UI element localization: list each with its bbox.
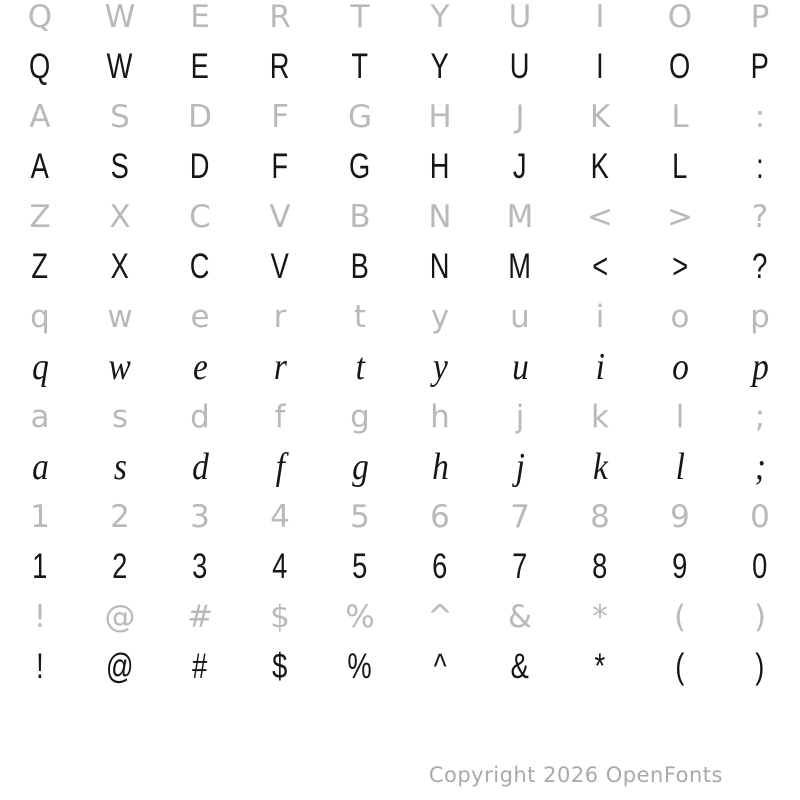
glyph-cell bbox=[720, 42, 800, 92]
glyph-cell bbox=[160, 0, 240, 42]
glyph-cell bbox=[320, 392, 400, 442]
glyph-cell bbox=[160, 542, 240, 592]
char-row-reference bbox=[0, 392, 800, 442]
glyph-cell bbox=[720, 92, 800, 142]
glyph-cell bbox=[480, 592, 560, 642]
glyph-cell bbox=[240, 242, 320, 292]
glyph: 2 bbox=[112, 547, 128, 586]
glyph-cell bbox=[160, 192, 240, 242]
glyph-cell bbox=[320, 442, 400, 492]
glyph: d bbox=[191, 446, 209, 488]
glyph-cell bbox=[640, 142, 720, 192]
glyph: T bbox=[351, 47, 369, 86]
glyph-cell bbox=[720, 542, 800, 592]
char-row-specimen bbox=[0, 42, 800, 92]
glyph-cell bbox=[240, 542, 320, 592]
glyph: < bbox=[587, 199, 613, 235]
char-row-reference bbox=[0, 492, 800, 542]
glyph: i bbox=[595, 299, 605, 335]
glyph-cell bbox=[0, 442, 80, 492]
glyph-cell bbox=[240, 42, 320, 92]
glyph: 6 bbox=[430, 499, 450, 535]
glyph: 8 bbox=[590, 499, 610, 535]
glyph: ) bbox=[753, 599, 767, 635]
glyph-cell bbox=[560, 292, 640, 342]
glyph: r bbox=[273, 299, 287, 335]
glyph: e bbox=[190, 299, 210, 335]
glyph-cell bbox=[80, 192, 160, 242]
glyph: F bbox=[271, 147, 289, 186]
glyph-cell bbox=[320, 492, 400, 542]
glyph: R bbox=[270, 47, 290, 86]
glyph-cell bbox=[480, 392, 560, 442]
glyph: 9 bbox=[670, 499, 690, 535]
glyph-cell bbox=[240, 492, 320, 542]
glyph: u bbox=[511, 346, 529, 388]
glyph: G bbox=[349, 147, 371, 186]
glyph: i bbox=[595, 346, 605, 388]
glyph-cell bbox=[640, 342, 720, 392]
glyph: @ bbox=[106, 647, 134, 686]
glyph-cell bbox=[400, 0, 480, 42]
glyph: Y bbox=[430, 0, 450, 35]
glyph: s bbox=[111, 399, 129, 435]
glyph: h bbox=[431, 446, 449, 488]
glyph-cell bbox=[640, 592, 720, 642]
glyph: 1 bbox=[32, 547, 48, 586]
glyph: l bbox=[675, 399, 685, 435]
glyph: W bbox=[107, 47, 133, 86]
glyph-cell bbox=[320, 192, 400, 242]
glyph: B bbox=[350, 247, 370, 286]
glyph: 4 bbox=[272, 547, 288, 586]
glyph-cell bbox=[80, 492, 160, 542]
glyph: X bbox=[109, 199, 131, 235]
glyph: ) bbox=[755, 647, 765, 686]
glyph-cell bbox=[0, 292, 80, 342]
glyph-cell bbox=[640, 42, 720, 92]
glyph-cell bbox=[400, 342, 480, 392]
glyph: E bbox=[190, 47, 210, 86]
glyph: E bbox=[190, 0, 210, 35]
glyph-cell bbox=[400, 442, 480, 492]
glyph: q bbox=[31, 346, 49, 388]
glyph: j bbox=[515, 399, 525, 435]
glyph-cell bbox=[720, 192, 800, 242]
glyph-cell bbox=[720, 342, 800, 392]
glyph: % bbox=[345, 599, 375, 635]
char-row-reference bbox=[0, 92, 800, 142]
glyph: U bbox=[510, 47, 530, 86]
glyph: f bbox=[274, 399, 286, 435]
char-row-reference bbox=[0, 592, 800, 642]
glyph: Q bbox=[27, 0, 53, 35]
char-row-reference bbox=[0, 0, 800, 42]
glyph: 5 bbox=[352, 547, 368, 586]
glyph: q bbox=[30, 299, 50, 335]
glyph-cell bbox=[560, 42, 640, 92]
glyph-cell bbox=[0, 42, 80, 92]
glyph: ; bbox=[754, 446, 766, 488]
glyph-cell bbox=[400, 192, 480, 242]
glyph: $ bbox=[272, 647, 288, 686]
glyph-cell bbox=[0, 492, 80, 542]
glyph: S bbox=[110, 99, 130, 135]
glyph-cell bbox=[0, 642, 80, 692]
glyph-cell bbox=[720, 492, 800, 542]
glyph: ( bbox=[673, 599, 687, 635]
glyph: S bbox=[110, 147, 130, 186]
glyph-cell bbox=[0, 92, 80, 142]
glyph-cell bbox=[80, 392, 160, 442]
copyright-notice: Copyright 2026 OpenFonts bbox=[428, 763, 723, 787]
glyph: * bbox=[592, 599, 608, 635]
glyph: L bbox=[671, 99, 689, 135]
glyph: a bbox=[31, 446, 49, 488]
glyph: h bbox=[430, 399, 450, 435]
glyph-cell bbox=[720, 142, 800, 192]
glyph-cell bbox=[400, 142, 480, 192]
glyph: L bbox=[672, 147, 688, 186]
glyph-cell bbox=[560, 0, 640, 42]
glyph-cell bbox=[400, 292, 480, 342]
glyph-cell bbox=[400, 642, 480, 692]
glyph: w bbox=[108, 346, 132, 388]
glyph-cell bbox=[560, 242, 640, 292]
glyph-cell bbox=[640, 492, 720, 542]
glyph-cell bbox=[480, 292, 560, 342]
glyph: ^ bbox=[427, 599, 453, 635]
glyph-cell bbox=[160, 42, 240, 92]
glyph: V bbox=[269, 199, 291, 235]
glyph-cell bbox=[320, 542, 400, 592]
glyph: 4 bbox=[270, 499, 290, 535]
glyph-cell bbox=[480, 492, 560, 542]
glyph-cell bbox=[0, 542, 80, 592]
glyph: 3 bbox=[190, 499, 210, 535]
glyph-cell bbox=[480, 0, 560, 42]
glyph-cell bbox=[560, 592, 640, 642]
glyph: H bbox=[430, 147, 450, 186]
glyph-cell bbox=[400, 92, 480, 142]
glyph-cell bbox=[640, 192, 720, 242]
glyph-cell bbox=[560, 492, 640, 542]
glyph: M bbox=[508, 247, 532, 286]
glyph-cell bbox=[720, 242, 800, 292]
glyph-cell bbox=[240, 642, 320, 692]
glyph-cell bbox=[480, 192, 560, 242]
glyph-cell bbox=[560, 442, 640, 492]
glyph-cell bbox=[560, 542, 640, 592]
glyph-cell bbox=[240, 592, 320, 642]
glyph-cell bbox=[320, 42, 400, 92]
glyph: g bbox=[351, 446, 369, 488]
glyph: P bbox=[750, 0, 770, 35]
glyph-cell bbox=[400, 42, 480, 92]
glyph-cell bbox=[480, 542, 560, 592]
glyph-cell bbox=[0, 392, 80, 442]
glyph: Z bbox=[31, 247, 49, 286]
glyph: ! bbox=[33, 599, 47, 635]
glyph-cell bbox=[640, 392, 720, 442]
glyph: w bbox=[107, 299, 133, 335]
char-row-specimen bbox=[0, 442, 800, 492]
glyph-cell bbox=[160, 92, 240, 142]
glyph: > bbox=[672, 247, 688, 286]
glyph: C bbox=[189, 199, 211, 235]
glyph-cell bbox=[80, 292, 160, 342]
glyph: 2 bbox=[110, 499, 130, 535]
glyph: s bbox=[113, 446, 127, 488]
glyph: y bbox=[430, 299, 450, 335]
glyph-cell bbox=[320, 642, 400, 692]
glyph-cell bbox=[720, 442, 800, 492]
glyph-cell bbox=[560, 92, 640, 142]
glyph: p bbox=[751, 346, 769, 388]
char-row-specimen bbox=[0, 142, 800, 192]
glyph-cell bbox=[480, 442, 560, 492]
glyph: ^ bbox=[433, 647, 447, 686]
glyph: J bbox=[513, 147, 527, 186]
glyph-cell bbox=[400, 392, 480, 442]
glyph-cell bbox=[640, 292, 720, 342]
glyph: A bbox=[30, 147, 50, 186]
glyph-cell bbox=[0, 592, 80, 642]
glyph-cell bbox=[160, 142, 240, 192]
glyph-cell bbox=[80, 342, 160, 392]
char-row-specimen bbox=[0, 642, 800, 692]
glyph-cell bbox=[320, 92, 400, 142]
glyph: J bbox=[515, 99, 525, 135]
glyph-cell bbox=[400, 242, 480, 292]
glyph: D bbox=[188, 99, 212, 135]
char-row-reference bbox=[0, 192, 800, 242]
glyph-cell bbox=[560, 342, 640, 392]
glyph-cell bbox=[640, 642, 720, 692]
glyph: Q bbox=[29, 47, 51, 86]
glyph: $ bbox=[270, 599, 290, 635]
glyph: o bbox=[670, 299, 690, 335]
glyph: * bbox=[594, 647, 606, 686]
glyph-cell bbox=[480, 42, 560, 92]
glyph: o bbox=[671, 346, 689, 388]
glyph-cell bbox=[0, 342, 80, 392]
glyph-cell bbox=[480, 142, 560, 192]
glyph: : bbox=[754, 99, 766, 135]
glyph: u bbox=[510, 299, 530, 335]
glyph-cell bbox=[560, 142, 640, 192]
glyph-cell bbox=[480, 92, 560, 142]
glyph: N bbox=[428, 199, 452, 235]
glyph: f bbox=[275, 446, 285, 488]
glyph-cell bbox=[80, 642, 160, 692]
char-row-specimen bbox=[0, 542, 800, 592]
glyph: 7 bbox=[512, 547, 528, 586]
glyph-cell bbox=[560, 642, 640, 692]
glyph: a bbox=[30, 399, 50, 435]
glyph: & bbox=[510, 647, 530, 686]
glyph: p bbox=[750, 299, 770, 335]
glyph-cell bbox=[160, 392, 240, 442]
glyph-cell bbox=[720, 392, 800, 442]
glyph: # bbox=[192, 647, 208, 686]
glyph-cell bbox=[320, 142, 400, 192]
glyph-cell bbox=[720, 292, 800, 342]
glyph-cell bbox=[640, 442, 720, 492]
glyph-cell bbox=[640, 0, 720, 42]
glyph-cell bbox=[640, 542, 720, 592]
glyph: B bbox=[349, 199, 371, 235]
glyph: F bbox=[271, 99, 289, 135]
glyph-cell bbox=[80, 242, 160, 292]
glyph-cell bbox=[640, 242, 720, 292]
glyph: 1 bbox=[30, 499, 50, 535]
glyph-cell bbox=[480, 642, 560, 692]
char-row-specimen bbox=[0, 242, 800, 292]
glyph: Z bbox=[29, 199, 51, 235]
glyph: O bbox=[669, 47, 691, 86]
glyph: ? bbox=[751, 199, 769, 235]
glyph-cell bbox=[0, 142, 80, 192]
glyph: k bbox=[592, 446, 608, 488]
glyph: K bbox=[590, 147, 610, 186]
glyph: C bbox=[190, 247, 210, 286]
glyph-cell bbox=[400, 542, 480, 592]
glyph: l bbox=[675, 446, 685, 488]
glyph-cell bbox=[160, 292, 240, 342]
glyph-cell bbox=[240, 442, 320, 492]
glyph: 7 bbox=[510, 499, 530, 535]
glyph: 9 bbox=[672, 547, 688, 586]
glyph: I bbox=[595, 0, 605, 35]
glyph-cell bbox=[160, 342, 240, 392]
glyph: @ bbox=[104, 599, 136, 635]
glyph-cell bbox=[0, 192, 80, 242]
glyph-cell bbox=[560, 192, 640, 242]
glyph: # bbox=[187, 599, 213, 635]
glyph-cell bbox=[160, 442, 240, 492]
glyph-cell bbox=[240, 292, 320, 342]
glyph-cell bbox=[480, 342, 560, 392]
glyph: ! bbox=[36, 647, 44, 686]
glyph: t bbox=[353, 299, 367, 335]
glyph-cell bbox=[240, 192, 320, 242]
glyph-cell bbox=[720, 0, 800, 42]
glyph-cell bbox=[320, 242, 400, 292]
glyph: % bbox=[347, 647, 373, 686]
glyph: > bbox=[667, 199, 693, 235]
glyph: ? bbox=[752, 247, 768, 286]
glyph: 3 bbox=[192, 547, 208, 586]
glyph-cell bbox=[80, 142, 160, 192]
glyph-cell bbox=[160, 642, 240, 692]
glyph-cell bbox=[80, 42, 160, 92]
glyph: V bbox=[270, 247, 290, 286]
glyph: I bbox=[596, 47, 604, 86]
glyph: G bbox=[347, 99, 373, 135]
glyph: N bbox=[430, 247, 450, 286]
glyph: 8 bbox=[592, 547, 608, 586]
glyph-cell bbox=[640, 92, 720, 142]
glyph-cell bbox=[80, 592, 160, 642]
glyph-cell bbox=[240, 392, 320, 442]
glyph-cell bbox=[160, 492, 240, 542]
glyph: g bbox=[350, 399, 370, 435]
glyph: P bbox=[750, 47, 770, 86]
char-row-reference bbox=[0, 292, 800, 342]
glyph: d bbox=[190, 399, 210, 435]
glyph: j bbox=[515, 446, 525, 488]
glyph: 6 bbox=[432, 547, 448, 586]
glyph: A bbox=[29, 99, 51, 135]
glyph-cell bbox=[80, 442, 160, 492]
glyph: D bbox=[190, 147, 210, 186]
glyph: U bbox=[508, 0, 532, 35]
glyph: & bbox=[507, 599, 533, 635]
glyph-cell bbox=[320, 292, 400, 342]
glyph-cell bbox=[320, 0, 400, 42]
glyph: t bbox=[355, 346, 365, 388]
glyph-cell bbox=[560, 392, 640, 442]
glyph-cell bbox=[240, 142, 320, 192]
glyph-cell bbox=[400, 492, 480, 542]
glyph-cell bbox=[80, 92, 160, 142]
char-row-specimen bbox=[0, 342, 800, 392]
glyph: H bbox=[428, 99, 452, 135]
glyph: W bbox=[104, 0, 136, 35]
glyph: : bbox=[756, 147, 764, 186]
glyph-cell bbox=[80, 542, 160, 592]
glyph: r bbox=[273, 346, 287, 388]
glyph: Y bbox=[430, 47, 450, 86]
glyph: y bbox=[432, 346, 448, 388]
glyph-cell bbox=[400, 592, 480, 642]
glyph-cell bbox=[320, 342, 400, 392]
glyph-cell bbox=[0, 242, 80, 292]
glyph: 5 bbox=[350, 499, 370, 535]
glyph-cell bbox=[160, 242, 240, 292]
glyph: R bbox=[269, 0, 291, 35]
glyph: 0 bbox=[752, 547, 768, 586]
glyph: e bbox=[192, 346, 208, 388]
glyph-cell bbox=[240, 342, 320, 392]
glyph-cell bbox=[480, 242, 560, 292]
glyph-cell bbox=[160, 592, 240, 642]
glyph: k bbox=[591, 399, 609, 435]
glyph: ; bbox=[754, 399, 766, 435]
glyph: O bbox=[667, 0, 693, 35]
glyph: K bbox=[589, 99, 611, 135]
glyph-cell bbox=[240, 92, 320, 142]
glyph-cell bbox=[720, 642, 800, 692]
glyph-cell bbox=[320, 592, 400, 642]
glyph: X bbox=[110, 247, 130, 286]
glyph: M bbox=[506, 199, 534, 235]
glyph-cell bbox=[0, 0, 80, 42]
glyph: 0 bbox=[750, 499, 770, 535]
glyph: < bbox=[592, 247, 608, 286]
glyph: T bbox=[350, 0, 370, 35]
glyph-cell bbox=[720, 592, 800, 642]
glyph: ( bbox=[675, 647, 685, 686]
glyph-cell bbox=[80, 0, 160, 42]
glyph-cell bbox=[240, 0, 320, 42]
